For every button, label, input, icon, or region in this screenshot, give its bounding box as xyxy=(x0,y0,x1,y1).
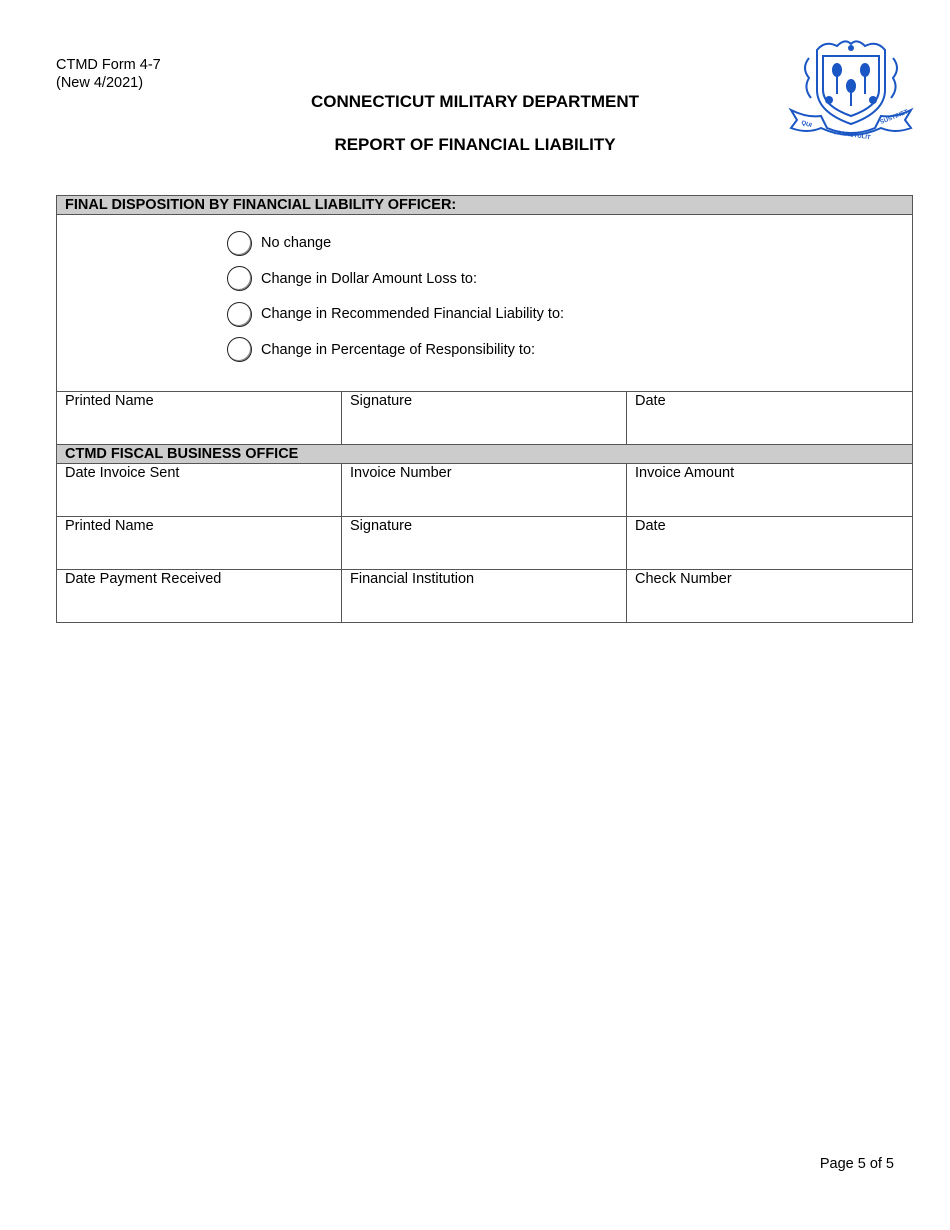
page-number: Page 5 of 5 xyxy=(819,1156,894,1172)
fiscal-office-heading: CTMD FISCAL BUSINESS OFFICE xyxy=(57,445,913,464)
form-identifier xyxy=(56,56,161,92)
option-change-dollar-amount[interactable] xyxy=(227,265,904,293)
liability-form-table xyxy=(56,195,913,623)
radio-button[interactable] xyxy=(227,231,252,256)
svg-text:TRANSTULIT: TRANSTULIT xyxy=(832,130,871,142)
option-label: No change xyxy=(261,235,332,251)
option-label: Change in Recommended Financial Liability to: xyxy=(261,306,565,322)
field-label: Date Payment Received xyxy=(65,571,222,587)
option-change-recommended-liability[interactable] xyxy=(227,300,904,328)
field-label: Signature xyxy=(350,518,413,534)
form-number: CTMD Form 4-7 xyxy=(56,57,161,73)
field-label: Printed Name xyxy=(65,393,154,409)
field-label: Invoice Amount xyxy=(635,465,735,481)
date-payment-received-field[interactable] xyxy=(57,570,342,623)
form-revision: (New 4/2021) xyxy=(56,75,144,91)
field-label: Financial Institution xyxy=(350,571,475,587)
field-label: Date xyxy=(635,518,666,534)
disposition-options xyxy=(57,215,913,392)
field-label: Date Invoice Sent xyxy=(65,465,180,481)
option-label: Change in Percentage of Responsibility to: xyxy=(261,341,536,358)
svg-text:QUI: QUI xyxy=(800,120,813,130)
financial-institution-field[interactable] xyxy=(342,570,627,623)
option-no-change[interactable] xyxy=(227,229,904,257)
final-disposition-heading: FINAL DISPOSITION BY FINANCIAL LIABILITY OFFICER: xyxy=(57,196,913,215)
option-change-percentage[interactable] xyxy=(227,336,904,364)
fiscal-date-field[interactable] xyxy=(627,517,913,570)
fiscal-signature-field[interactable] xyxy=(342,517,627,570)
radio-button[interactable] xyxy=(227,302,252,327)
option-label: Change in Dollar Amount Loss to: xyxy=(261,270,478,287)
date-invoice-sent-field[interactable] xyxy=(57,464,342,517)
field-label: Date xyxy=(635,393,666,409)
field-label: Signature xyxy=(350,393,413,409)
field-label: Invoice Number xyxy=(350,465,452,481)
radio-button[interactable] xyxy=(227,337,252,362)
svg-text:SUSTINET: SUSTINET xyxy=(879,109,910,126)
invoice-amount-field[interactable] xyxy=(627,464,913,517)
signature-field[interactable] xyxy=(342,392,627,445)
field-label: Printed Name xyxy=(65,518,154,534)
document-title: REPORT OF FINANCIAL LIABILITY xyxy=(334,135,616,154)
date-field[interactable] xyxy=(627,392,913,445)
fiscal-printed-name-field[interactable] xyxy=(57,517,342,570)
printed-name-field[interactable] xyxy=(57,392,342,445)
radio-button[interactable] xyxy=(227,266,252,291)
invoice-number-field[interactable] xyxy=(342,464,627,517)
organization-title: CONNECTICUT MILITARY DEPARTMENT xyxy=(310,92,640,111)
check-number-field[interactable] xyxy=(627,570,913,623)
field-label: Check Number xyxy=(635,571,732,587)
connecticut-state-seal-icon xyxy=(787,38,915,146)
